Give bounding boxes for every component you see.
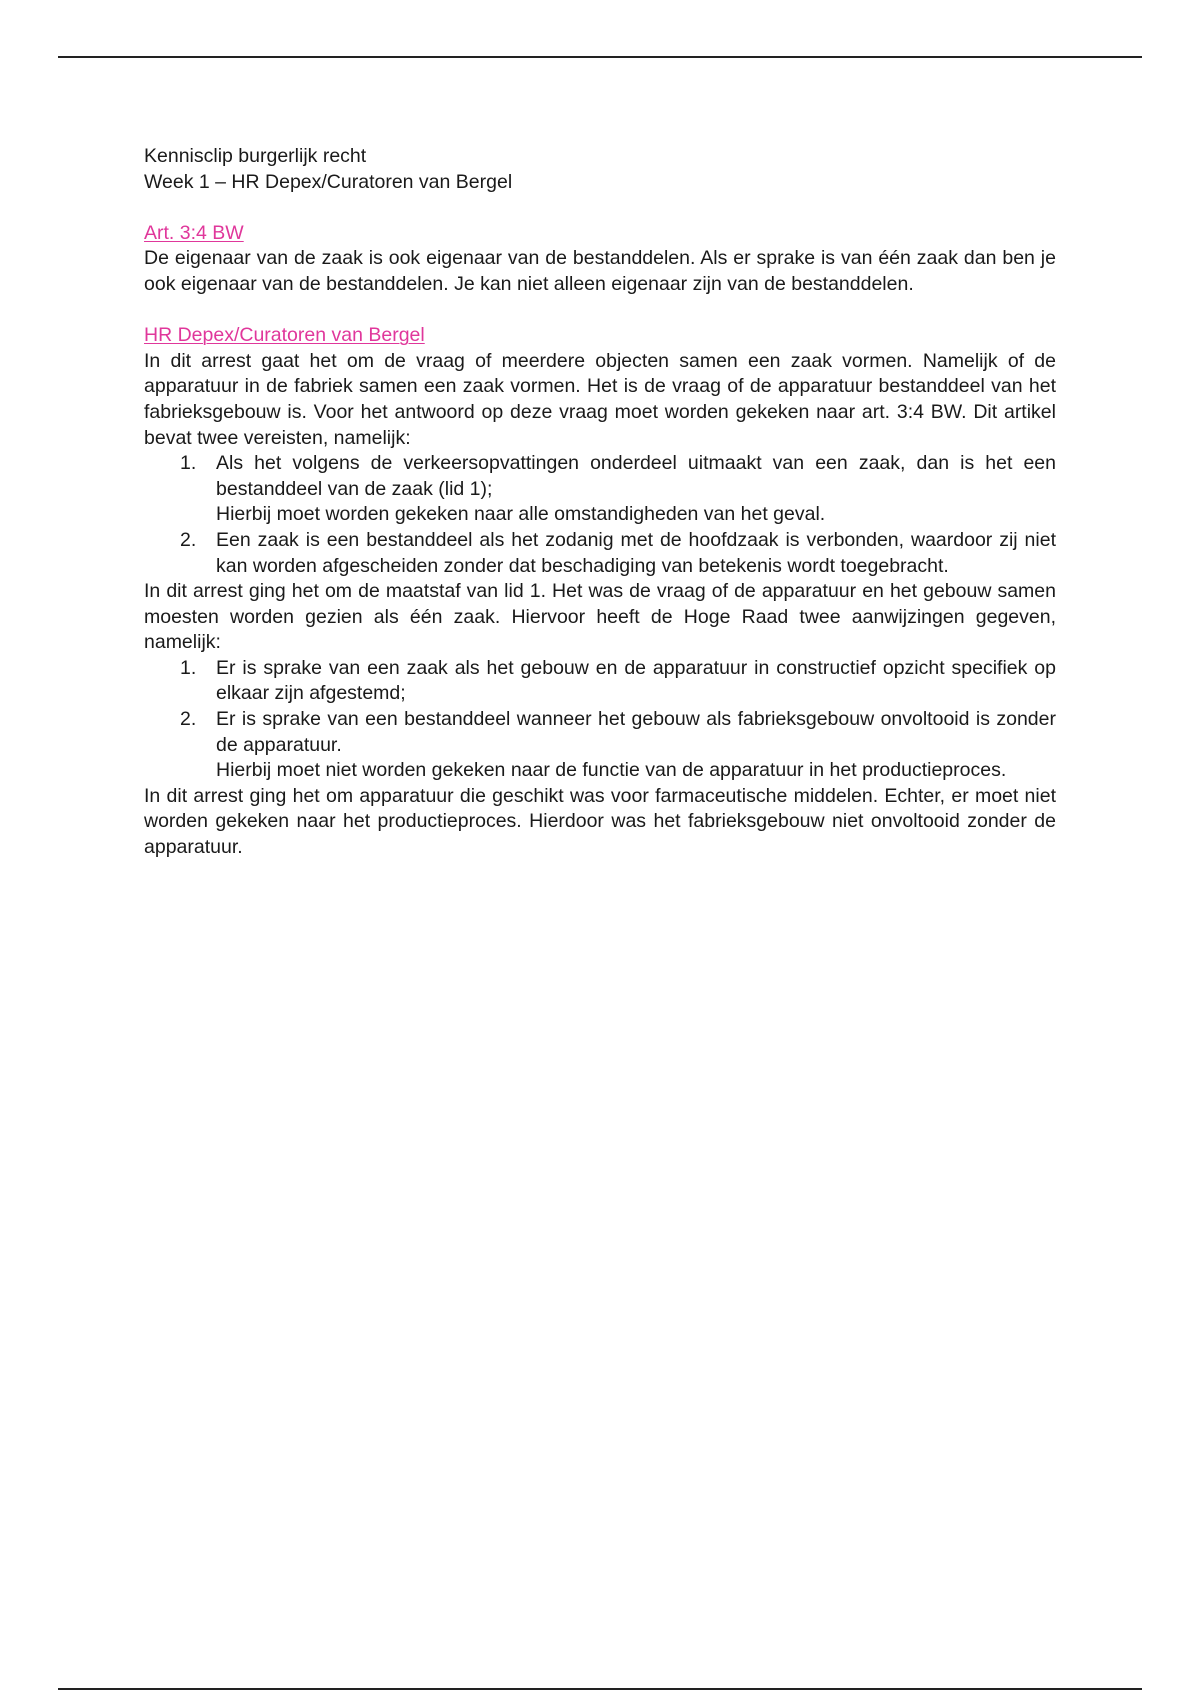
- section-depex-middle: In dit arrest ging het om de maatstaf van lid 1. Het was de vraag of de apparatuur en het gebouw samen moesten worden gezien als één zaak. Hiervoor heeft de Hoge Raad twee aanwijzingen gegeven, namelijk:: [144, 580, 1056, 654]
- requirements-list: [144, 451, 1056, 579]
- document-title: Kennisclip burgerlijk recht: [144, 145, 367, 167]
- list-item: [144, 451, 1056, 528]
- list-item-number: 1.: [180, 656, 197, 679]
- list-item-text: Er is sprake van een bestanddeel wanneer het gebouw als fabrieksgebouw onvoltooid is zonder de apparatuur.: [216, 708, 1056, 756]
- document-subtitle: Week 1 – HR Depex/Curatoren van Bergel: [144, 170, 513, 193]
- list-item-number: 2.: [180, 708, 197, 731]
- list-item-text: Er is sprake van een zaak als het gebouw en de apparatuur in constructief opzicht specifiek op elkaar zijn afgestemd;: [216, 656, 1056, 705]
- list-item-text: Als het volgens de verkeersopvattingen onderdeel uitmaakt van een zaak, dan is het een bestanddeel van de zaak (lid 1);: [216, 452, 1056, 500]
- list-item-number: 1.: [180, 452, 197, 475]
- depex-link[interactable]: HR Depex/Curatoren van Bergel: [144, 324, 425, 347]
- section-depex-conclusion: In dit arrest ging het om apparatuur die geschikt was voor farmaceutische middelen. Echter, er moet niet worden gekeken naar het productieproces. Hierdoor was het fabrieksgebouw niet onvoltooid zonder de apparatuur.: [144, 784, 1056, 859]
- document-body: [144, 144, 1056, 861]
- list-item-text: Een zaak is een bestanddeel als het zodanig met de hoofdzaak is verbonden, waardoor zij niet kan worden afgescheiden zonder dat beschadiging van betekenis wordt toegebracht.: [216, 528, 1056, 577]
- list-item-note: Hierbij moet worden gekeken naar alle omstandigheden van het geval.: [216, 503, 826, 526]
- spacer: [144, 195, 1056, 221]
- art-3-4-link[interactable]: Art. 3:4 BW: [144, 221, 244, 244]
- list-item: [144, 656, 1056, 707]
- list-item-note: Hierbij moet niet worden gekeken naar de functie van de apparatuur in het productieproces.: [216, 759, 1007, 782]
- section-depex-intro: In dit arrest gaat het om de vraag of meerdere objecten samen een zaak vormen. Namelijk of de apparatuur in de fabriek samen een zaak vormen. Het is de vraag of de apparatuur bestanddeel van het fabrieksgebouw is. Voor het antwoord op deze vraag moet worden gekeken naar art. 3:4 BW. Dit artikel bevat twee vereisten, namelijk:: [144, 349, 1056, 449]
- page-header-rule: [58, 56, 1142, 58]
- section-depex-heading[interactable]: [144, 323, 1056, 349]
- list-item: [144, 528, 1056, 579]
- section-art-3-4-paragraph: De eigenaar van de zaak is ook eigenaar van de bestanddelen. Als er sprake is van één zaak dan ben je ook eigenaar van de bestanddelen. Je kan niet alleen eigenaar zijn van de bestanddelen.: [144, 247, 1056, 295]
- page-footer-rule: [58, 1688, 1142, 1690]
- list-item: [144, 707, 1056, 784]
- spacer: [144, 298, 1056, 324]
- section-art-3-4-heading[interactable]: [144, 221, 1056, 247]
- indications-list: [144, 656, 1056, 784]
- list-item-number: 2.: [180, 528, 197, 551]
